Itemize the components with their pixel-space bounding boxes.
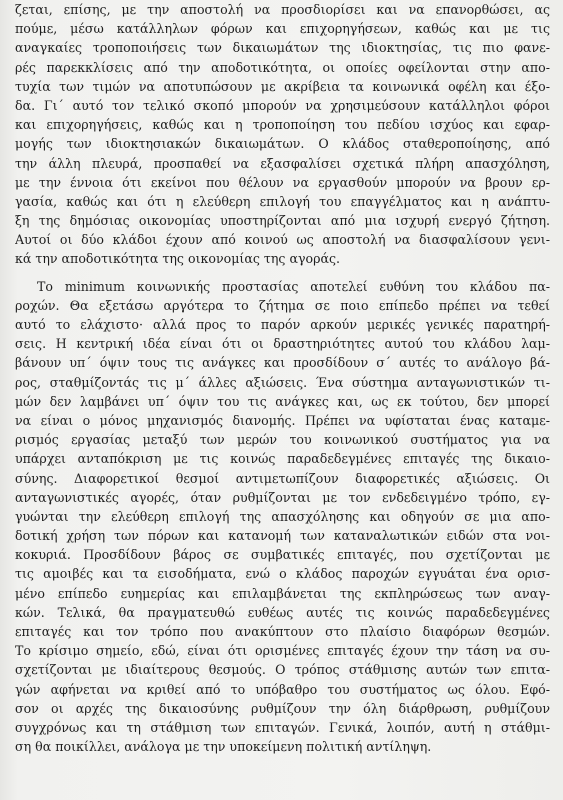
text-line: δοτική χρήση των πόρων και κατανομή των καταναλωτικών ειδών στα νοι- (15, 528, 550, 544)
text-line: συγχρόνως και τη στάθμιση των επιταγών. Γενικά, λοιπόν, αυτή η στάθμι- (15, 719, 550, 735)
text-line: αυτό το ελάχιστο· αλλά προς το παρόν αρκούν μερικές γενικές παρατηρή- (15, 317, 550, 332)
text-line: ρος, σταθμίζοντάς τις μ΄ άλλες αξιώσεις. Ένα σύστημα ανταγωνιστικών τι- (15, 374, 550, 390)
text-line: γυώνται την ελεύθερη επιλογή της απασχόλησης και οδηγούν σε μια απο- (15, 508, 550, 524)
text-line: Αυτοί οι δύο κλάδοι έχουν από κοινού ως αποστολή να διασφαλίσουν γενι- (15, 232, 550, 248)
text-line: τυχία των τιμών να αποτυπώσουν με ακρίβεια τα κοινωνικά οφέλη και έξο- (15, 78, 550, 94)
text-line: ζεται, επίσης, με την αποστολή να προσδιορίσει και να επανορθώσει, ας (15, 2, 550, 17)
paragraph-1 (15, 0, 550, 269)
text-line: σεις. Η κεντρική ιδέα είναι ότι οι δραστηριότητες αυτού του κλάδου λαμ- (15, 336, 550, 352)
text-line: να είναι ο μόνος μηχανισμός διανομής. Πρέπει να υφίσταται ένας καταμε- (15, 412, 550, 428)
text-line: με την έννοια ότι εκείνοι που θέλουν να εργασθούν μπορούν να βρουν ερ- (15, 174, 550, 190)
text-line: σύνης. Διαφορετικοί θεσμοί αντιμετωπίζουν διαφορετικές αξιώσεις. Οι (15, 470, 550, 486)
text-line: σον οι αρχές της δικαιοσύνης ρυθμίζουν την όλη διάρθρωση, ρυθμίζουν (15, 700, 550, 716)
text-line: σχετίζονται με ιδιαίτερους θεσμούς. Ο τρόπος στάθμισης αυτών των επιτα- (15, 662, 550, 678)
text-line: κοκυριά. Προσδίδουν βάρος σε συμβατικές επιταγές, που σχετίζονται με (15, 547, 550, 563)
text-line: ανταγωνιστικές αγορές, όταν ρυθμίζονται με τον ενδεδειγμένο τρόπο, εγ- (15, 489, 550, 505)
text-line: και επιχορηγήσεις, καθώς και η τροποποίηση του πεδίου ισχύος και εφαρ- (15, 117, 550, 133)
text-line: αναγκαίες τροποποιήσεις των δικαιωμάτων της ιδιοκτησίας, τις πιο φανε- (15, 40, 550, 56)
text-line: ρές παρεκκλίσεις από την αποδοτικότητα, οι οποίες οφείλονται στην απο- (15, 59, 550, 75)
text-line: ξη της δημόσιας οικονομίας υποστηρίζονται από μια ισχυρή ενεργό ζήτηση. (15, 213, 550, 229)
text-line: πούμε, μέσω κατάλληλων φόρων και επιχορηγήσεων, καθώς και με τις (15, 21, 550, 37)
text-line: Το minimum κοινωνικής προστασίας αποτελεί ευθύνη του κλάδου πα- (37, 278, 550, 294)
text-line: γών αφήνεται να κριθεί από το υπόβαθρο του συστήματος ως όλου. Εφό- (15, 681, 550, 697)
text-line: υπάρχει ανταπόκριση με τις κοινώς παραδεδεγμένες επιταγές της δικαιο- (15, 451, 550, 467)
text-line: γασία, καθώς και ότι η ελεύθερη επιλογή του επαγγέλματος και η ανάπτυ- (15, 193, 550, 209)
paragraph-2 (15, 277, 550, 757)
text-line: βάνουν υπ΄ όψιν τους τις ανάγκες και προσδίδουν σ΄ αυτές το ανάλογο βά- (15, 355, 550, 371)
text-line: τις αμοιβές και τα εισοδήματα, ενώ ο κλάδος παροχών εγγυάται ένα ορισ- (15, 566, 550, 582)
text-line: κά την αποδοτικότητα της οικονομίας της αγοράς. (15, 251, 341, 267)
paragraph-gap (15, 269, 550, 277)
text-line: κών. Τελικά, θα πραγματευθώ ευθέως αυτές τις κοινώς παραδεδεγμένες (15, 604, 550, 620)
text-line: μένο επίπεδο ευημερίας και επιλαμβάνεται της εκπληρώσεως των αναγ- (15, 585, 550, 601)
text-line: δα. Γι΄ αυτό τον τελικό σκοπό μπορούν να χρησιμεύσουν κατάλληλοι φόροι (15, 97, 550, 113)
text-line: ση θα ποικίλλει, ανάλογα με την υποκείμενη πολιτική αντίληψη. (15, 739, 432, 755)
text-line: επιταγές και τον τρόπο που ανακύπτουν στο πλαίσιο διαφόρων θεσμών. (15, 624, 550, 639)
page-text (15, 0, 550, 756)
text-line: μών δεν λαμβάνει υπ΄ όψιν του τις ανάγκες και, ως εκ τούτου, δεν μπορεί (15, 393, 550, 409)
text-line: Το κρίσιμο σημείο, εδώ, είναι ότι ορισμένες επιταγές έχουν την τάση να συ- (15, 643, 550, 659)
text-line: μογής των ιδιοκτησιακών δικαιωμάτων. Ο κλάδος σταθεροποίησης, από (15, 136, 550, 152)
text-line: ροχών. Θα εξετάσω αργότερα το ζήτημα σε ποιο επίπεδο πρέπει να τεθεί (15, 297, 550, 313)
text-line: την άλλη πλευρά, προσπαθεί να εξασφαλίσει σχετικά πλήρη απασχόληση, (15, 155, 550, 171)
text-line: ρισμός εργασίας μεταξύ των μερών του κοινωνικού συστήματος για να (15, 432, 550, 448)
